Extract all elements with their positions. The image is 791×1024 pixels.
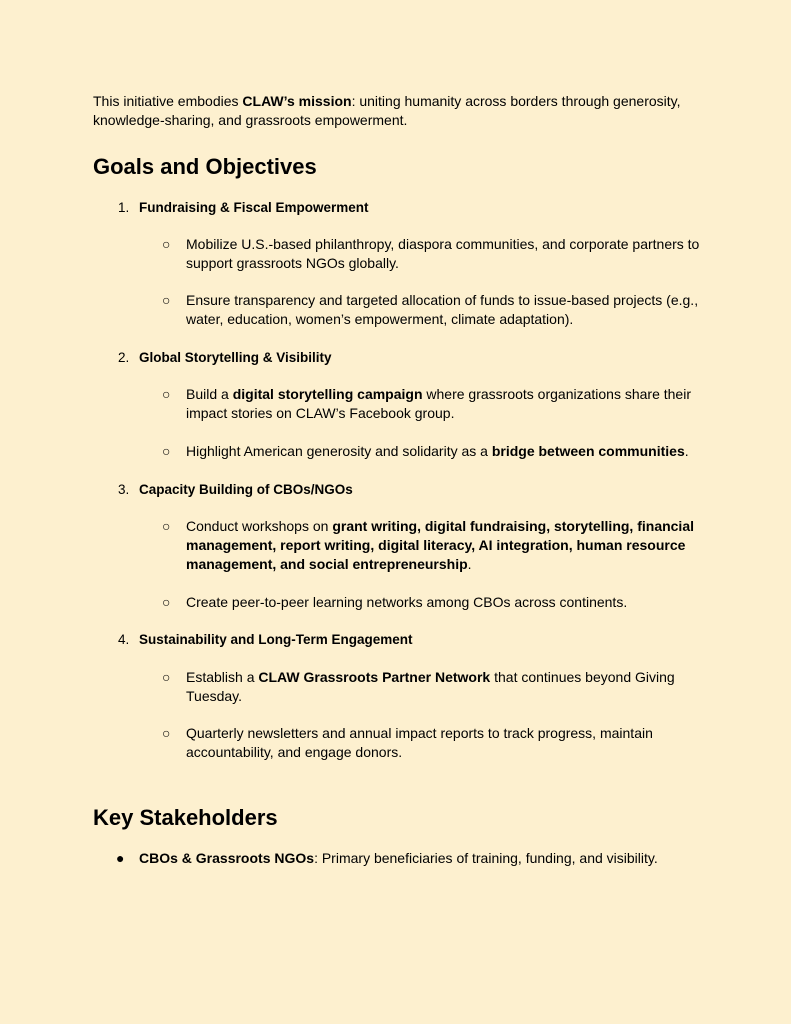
goal-2-title (118, 348, 332, 367)
circle-bullet-icon: ○ (162, 236, 171, 252)
filled-bullet-icon: ● (116, 850, 125, 866)
intro-text: This initiative embodies (93, 93, 243, 109)
goal-1-title (118, 198, 369, 217)
circle-bullet-icon: ○ (162, 669, 171, 685)
goal-title: Fundraising & Fiscal Empowerment (139, 200, 369, 215)
item-text: Conduct workshops on grant writing, digital fundraising, storytelling, financial management, report writing, digital literacy, AI integration, human resource management, and social entrepreneurship. (186, 518, 695, 572)
stakeholder-item-1 (116, 849, 658, 868)
goal-number: 3. (118, 482, 130, 497)
circle-bullet-icon: ○ (162, 443, 171, 459)
goals-heading: Goals and Objectives (93, 154, 317, 179)
goal-2-item-1 (162, 385, 702, 423)
circle-bullet-icon: ○ (162, 725, 171, 741)
goal-4-item-2 (162, 724, 702, 762)
goal-number: 1. (118, 200, 130, 215)
goal-1-item-2 (162, 291, 702, 329)
circle-bullet-icon: ○ (162, 518, 171, 534)
goal-3-title (118, 480, 353, 499)
goal-1-item-1 (162, 235, 702, 273)
item-text: Create peer-to-peer learning networks among CBOs across continents. (186, 594, 628, 610)
circle-bullet-icon: ○ (162, 386, 171, 402)
item-text: Highlight American generosity and solidarity as a bridge between communities. (186, 443, 689, 459)
intro-bold: CLAW’s mission (242, 93, 352, 109)
goal-number: 2. (118, 350, 130, 365)
goal-title: Sustainability and Long-Term Engagement (139, 632, 413, 647)
item-text: Mobilize U.S.-based philanthropy, diaspora communities, and corporate partners to support grassroots NGOs globally. (186, 236, 700, 271)
goal-number: 4. (118, 632, 130, 647)
item-text: Quarterly newsletters and annual impact reports to track progress, maintain accountability, and engage donors. (186, 725, 653, 760)
intro-paragraph (93, 92, 713, 130)
stakeholders-heading: Key Stakeholders (93, 805, 278, 830)
stakeholder-name: CBOs & Grassroots NGOs (139, 850, 315, 866)
goal-title: Global Storytelling & Visibility (139, 350, 332, 365)
goal-2-item-2 (162, 442, 702, 461)
goal-3-item-2 (162, 593, 702, 612)
stakeholder-description: : Primary beneficiaries of training, funding, and visibility. (314, 850, 658, 866)
circle-bullet-icon: ○ (162, 594, 171, 610)
goal-3-item-1 (162, 517, 702, 574)
item-text: Build a digital storytelling campaign where grassroots organizations share their impact stories on CLAW’s Facebook group. (186, 386, 691, 421)
goal-4-item-1 (162, 668, 702, 706)
item-text: Establish a CLAW Grassroots Partner Network that continues beyond Giving Tuesday. (186, 669, 675, 704)
intro-text-end: : uniting humanity across borders through generosity, knowledge-sharing, and grassroots empowerment. (93, 93, 681, 128)
goal-title: Capacity Building of CBOs/NGOs (139, 482, 353, 497)
item-text: Ensure transparency and targeted allocation of funds to issue-based projects (e.g., water, education, women’s empowerment, climate adaptation). (186, 292, 699, 327)
circle-bullet-icon: ○ (162, 292, 171, 308)
goal-4-title (118, 630, 413, 649)
